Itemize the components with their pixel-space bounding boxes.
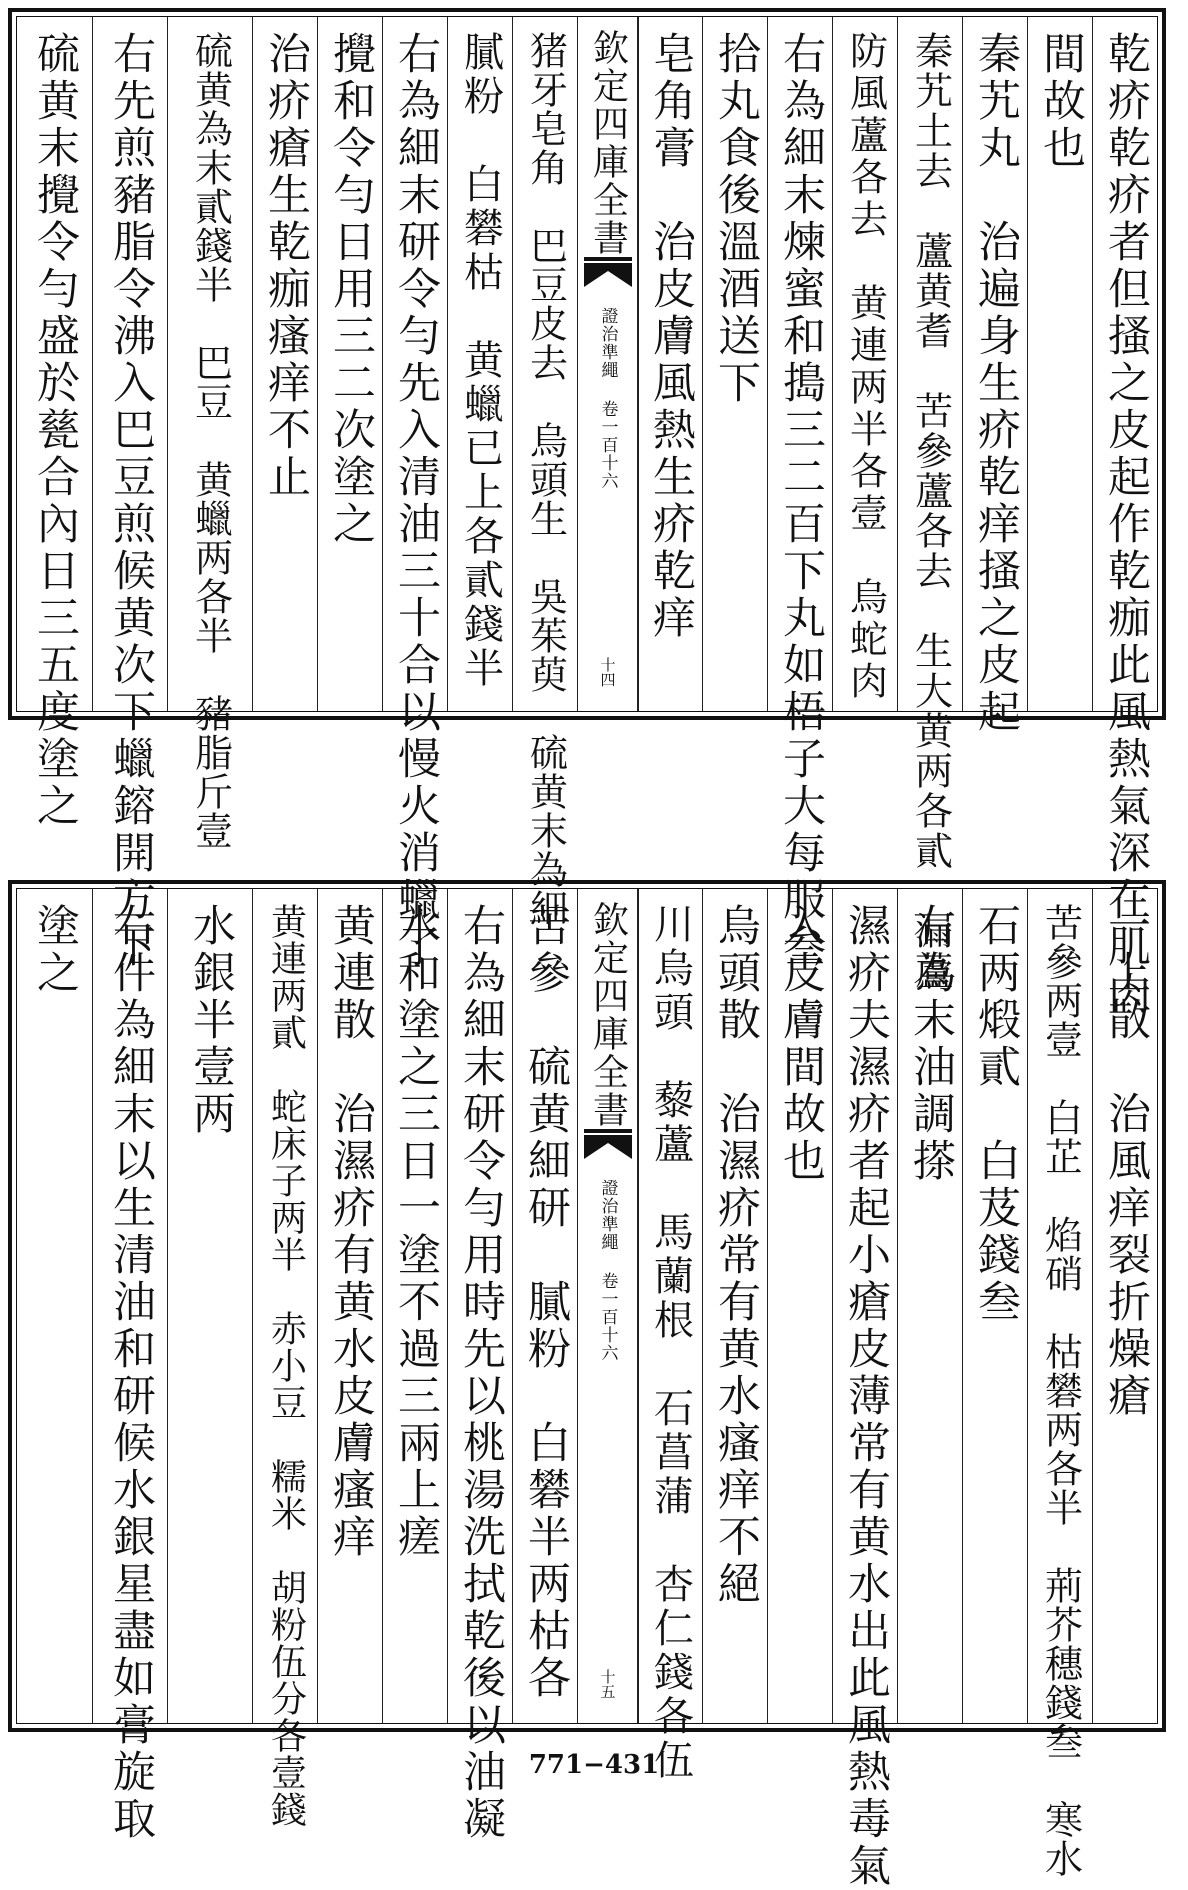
top-col-r1 <box>1092 17 1158 1018</box>
text-column: 入皮膚間故也 <box>776 903 826 1185</box>
bot-col-l4 <box>317 889 383 1723</box>
bot-col-r8 <box>637 889 703 1783</box>
top-col-r7 <box>702 17 768 711</box>
top-col-l6 <box>167 17 253 850</box>
top-col-r6 <box>767 17 833 971</box>
text-column: 一上散 治風痒裂折燥瘡 <box>1101 903 1151 1420</box>
text-column: 黄連散 治濕疥有黄水皮膚瘙痒 <box>326 903 376 1561</box>
text-column: 石两煅貳 白芨錢叁 <box>971 903 1021 1326</box>
text-column: 猪牙皂角 巴豆皮去 烏頭生 吳茱萸 硫黄末為細 <box>523 31 568 928</box>
bot-col-r7 <box>702 889 768 1723</box>
text-column: 苦參 硫黄細研 膩粉 白礬半两枯各 <box>521 903 571 1702</box>
bot-col-r6 <box>767 889 833 1723</box>
bot-col-l5 <box>252 889 318 1828</box>
top-col-l3 <box>382 17 448 971</box>
text-column: 乾疥乾疥者但搔之皮起作乾痂此風熱氣深在肌肉 <box>1101 31 1151 1018</box>
text-column: 硫黄末攪令勻盛於甆合內日三五度塗之 <box>30 31 80 830</box>
text-column: 烏頭散 治濕疥常有黄水瘙痒不絕 <box>711 903 761 1608</box>
top-col-r8 <box>637 17 703 711</box>
top-page-frame <box>8 8 1166 1018</box>
text-column: 右為細末研令勻用時先以桃湯洗拭乾後以油凝 <box>456 903 506 1843</box>
top-col-r5 <box>832 17 898 711</box>
text-column: 間故也 <box>1036 31 1086 172</box>
text-column: 秦艽丸 治遍身生疥乾痒搔之皮起 <box>971 31 1021 736</box>
top-col-l4 <box>317 17 383 711</box>
text-column: 右為細末研令勻先入清油三十合以慢火消蠟了 <box>391 31 441 971</box>
volume-label: 證治準繩 卷一百十六 <box>597 307 618 490</box>
bot-col-r3 <box>962 889 1028 1723</box>
bot-col-l6 <box>167 889 253 1723</box>
page-number: 十四 <box>598 657 617 687</box>
bot-col-r5 <box>832 889 898 1890</box>
book-title: 欽定四庫全書 <box>587 29 629 257</box>
top-col-r3 <box>962 17 1028 736</box>
text-column: 治疥瘡生乾痂瘙痒不止 <box>261 31 311 501</box>
text-column: 苦參两壹 白芷 焰硝 枯礬两各半 荊芥穗錢叁 寒水 <box>1038 903 1083 1878</box>
bot-col-l3 <box>382 889 448 1723</box>
text-column: 黄連两貳 蛇床子两半 赤小豆 糯米 胡粉伍分各壹錢 <box>265 903 307 1828</box>
bot-col-r2 <box>1027 889 1093 1878</box>
text-column: 秦艽土去 蘆黄耆 苦參蘆各去 生大黄两各貳 漏蘆 <box>908 31 953 991</box>
page-number: 十五 <box>598 1669 617 1699</box>
bot-col-l7 <box>92 889 168 1843</box>
top-col-r4 <box>897 17 963 991</box>
fishtail-mark-icon <box>584 257 632 291</box>
text-column: 防風蘆各去 黄連两半各壹 烏蛇肉 <box>843 31 888 703</box>
top-col-l8 <box>17 17 92 830</box>
bot-col-r4 <box>897 889 963 1723</box>
text-column: 攪和令勻日用三二次塗之 <box>326 31 376 548</box>
fishtail-mark-icon <box>584 1129 632 1163</box>
page-footer-number: 771−431 <box>528 1750 660 1780</box>
top-center-column <box>577 17 639 711</box>
text-column: 右為末油調搽 <box>906 903 956 1185</box>
bot-col-l2 <box>447 889 513 1843</box>
volume-label: 證治準繩 卷一百十六 <box>597 1179 618 1362</box>
text-column: 水銀半壹两 <box>186 903 236 1138</box>
text-column: 塗之 <box>30 903 80 997</box>
text-column: 川烏頭 藜蘆 馬蘭根 石菖蒲 杏仁錢各伍 <box>647 903 694 1783</box>
text-column: 皂角膏 治皮膚風熱生疥乾痒 <box>646 31 696 642</box>
text-column: 右為細末煉蜜和搗三二百下丸如梧子大每服叁 <box>776 31 826 971</box>
bot-col-l1 <box>512 889 578 1723</box>
text-column: 硫黄為末貳錢半 巴豆 黄蠟两各半 豬脂斤壹 <box>188 31 233 850</box>
book-title: 欽定四庫全書 <box>587 901 629 1129</box>
text-column: 拾丸食後溫酒送下 <box>711 31 761 407</box>
top-col-l1 <box>512 17 578 928</box>
text-column: 右先煎豬脂令沸入巴豆煎候黄次下蠟鎔開方下 <box>106 31 156 971</box>
text-column: 膩粉 白礬枯 黄蠟已上各貳錢半 <box>457 31 504 691</box>
text-column: 水和塗之三日一塗不過三兩上瘥 <box>391 903 441 1561</box>
text-column: 濕疥夫濕疥者起小瘡皮薄常有黄水出此風熱毒氣 <box>841 903 891 1890</box>
bottom-center-column <box>577 889 639 1723</box>
bot-col-l8 <box>17 889 92 1723</box>
top-col-l7 <box>92 17 168 971</box>
top-col-l5 <box>252 17 318 711</box>
text-column: 右件為細末以生清油和研候水銀星盡如膏旋取 <box>106 903 156 1843</box>
top-col-r2 <box>1027 17 1093 711</box>
top-col-l2 <box>447 17 513 711</box>
bot-col-r1 <box>1092 889 1158 1723</box>
